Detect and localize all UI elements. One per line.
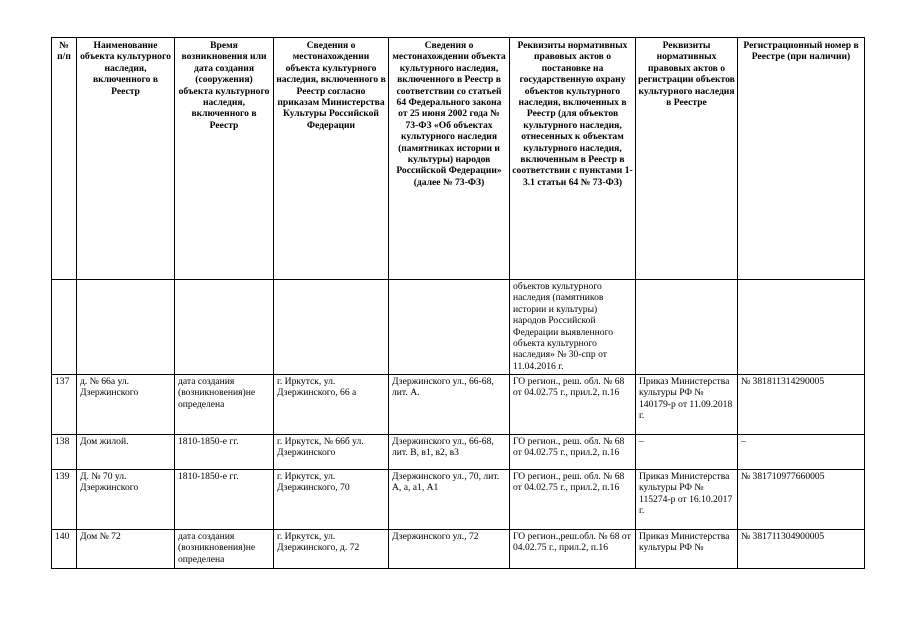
registration-number: № 381811314290005 <box>738 375 865 435</box>
location-law: Дзержинского ул., 66-68, лит. В, в1, в2, в3 <box>389 435 510 470</box>
row-number: 137 <box>52 375 77 435</box>
location-order: г. Иркутск, ул. Дзержинского, д. 72 <box>274 530 389 569</box>
protection-act: ГО регион., реш. обл. № 68 от 04.02.75 г., прил.2, п.16 <box>510 470 636 530</box>
row-number: 139 <box>52 470 77 530</box>
object-name: Дом жилой. <box>77 435 175 470</box>
heritage-register-table <box>51 37 865 569</box>
registration-number: № 381710977660005 <box>738 470 865 530</box>
header-number: № п/п <box>52 38 77 280</box>
table-row <box>52 530 865 569</box>
table-cell <box>274 280 389 375</box>
registration-act: – <box>636 435 738 470</box>
table-cell <box>52 280 77 375</box>
header-registration-acts: Реквизиты нормативных правовых актов о регистрации объектов культурного наследия в Реестре <box>636 38 738 280</box>
header-name: Наименование объекта культурного наследия, включенного в Реестр <box>77 38 175 280</box>
table-row <box>52 435 865 470</box>
object-date: 1810-1850-е гг. <box>175 435 274 470</box>
registration-act: Приказ Министерства культуры РФ № <box>636 530 738 569</box>
table-cell <box>636 280 738 375</box>
table-cell <box>175 280 274 375</box>
protection-act: ГО регион.,реш.обл. № 68 от 04.02.75 г., прил.2, п.16 <box>510 530 636 569</box>
registration-number: – <box>738 435 865 470</box>
object-date: дата создания (возникновения)не определена <box>175 530 274 569</box>
location-order: г. Иркутск, ул. Дзержинского, 70 <box>274 470 389 530</box>
protection-continuation-cell: объектов культурного наследия (памятников истории и культуры) народов Российской Федерации выявленного объекта культурного наследия» № 30-спр от 11.04.2016 г. <box>510 280 636 375</box>
registration-number: № 381711304900005 <box>738 530 865 569</box>
table-row <box>52 375 865 435</box>
location-law: Дзержинского ул., 72 <box>389 530 510 569</box>
header-location-law: Сведения о местонахождении объекта культурного наследия, включенного в Реестр в соответствии со статьей 64 Федерального закона от 25 июня 2002 года № 73-ФЗ «Об объектах культурного наследия (памятниках истории и культуры) народов Российской Федерации» (далее № 73-ФЗ) <box>389 38 510 280</box>
table-header-row <box>52 38 865 280</box>
header-registration-number: Регистрационный номер в Реестре (при наличии) <box>738 38 865 280</box>
object-name: Дом № 72 <box>77 530 175 569</box>
row-number: 140 <box>52 530 77 569</box>
table-cell <box>389 280 510 375</box>
location-law: Дзержинского ул., 66-68, лит. А. <box>389 375 510 435</box>
location-order: г. Иркутск, № 66б ул. Дзержинского <box>274 435 389 470</box>
table-cell <box>738 280 865 375</box>
object-name: Д. № 70 ул. Дзержинского <box>77 470 175 530</box>
row-number: 138 <box>52 435 77 470</box>
table-cell <box>77 280 175 375</box>
object-date: 1810-1850-е гг. <box>175 470 274 530</box>
registration-act: Приказ Министерства культуры РФ № 115274-р от 16.10.2017 г. <box>636 470 738 530</box>
object-name: д. № 66а ул. Дзержинского <box>77 375 175 435</box>
header-location-order: Сведения о местонахождении объекта культурного наследия, включенного в Реестр согласно приказам Министерства Культуры Российской Федерации <box>274 38 389 280</box>
header-date: Время возникновения или дата создания (сооружения) объекта культурного наследия, включенного в Реестр <box>175 38 274 280</box>
header-protection-acts: Реквизиты нормативных правовых актов о постановке на государственную охрану объектов культурного наследия, включенных в Реестр (для объектов культурного наследия, отнесенных к объектам культурного наследия, включенным в Реестр в соответствии с пунктами 1-3.1 статьи 64 № 73-ФЗ) <box>510 38 636 280</box>
table-row <box>52 470 865 530</box>
protection-act: ГО регион., реш. обл. № 68 от 04.02.75 г., прил.2, п.16 <box>510 435 636 470</box>
table-row <box>52 280 865 375</box>
protection-act: ГО регион., реш. обл. № 68 от 04.02.75 г., прил.2, п.16 <box>510 375 636 435</box>
location-law: Дзержинского ул., 70, лит. А, а, а1, А1 <box>389 470 510 530</box>
location-order: г. Иркутск, ул. Дзержинского, 66 а <box>274 375 389 435</box>
registration-act: Приказ Министерства культуры РФ № 140179-р от 11.09.2018 г. <box>636 375 738 435</box>
object-date: дата создания (возникновения)не определена <box>175 375 274 435</box>
